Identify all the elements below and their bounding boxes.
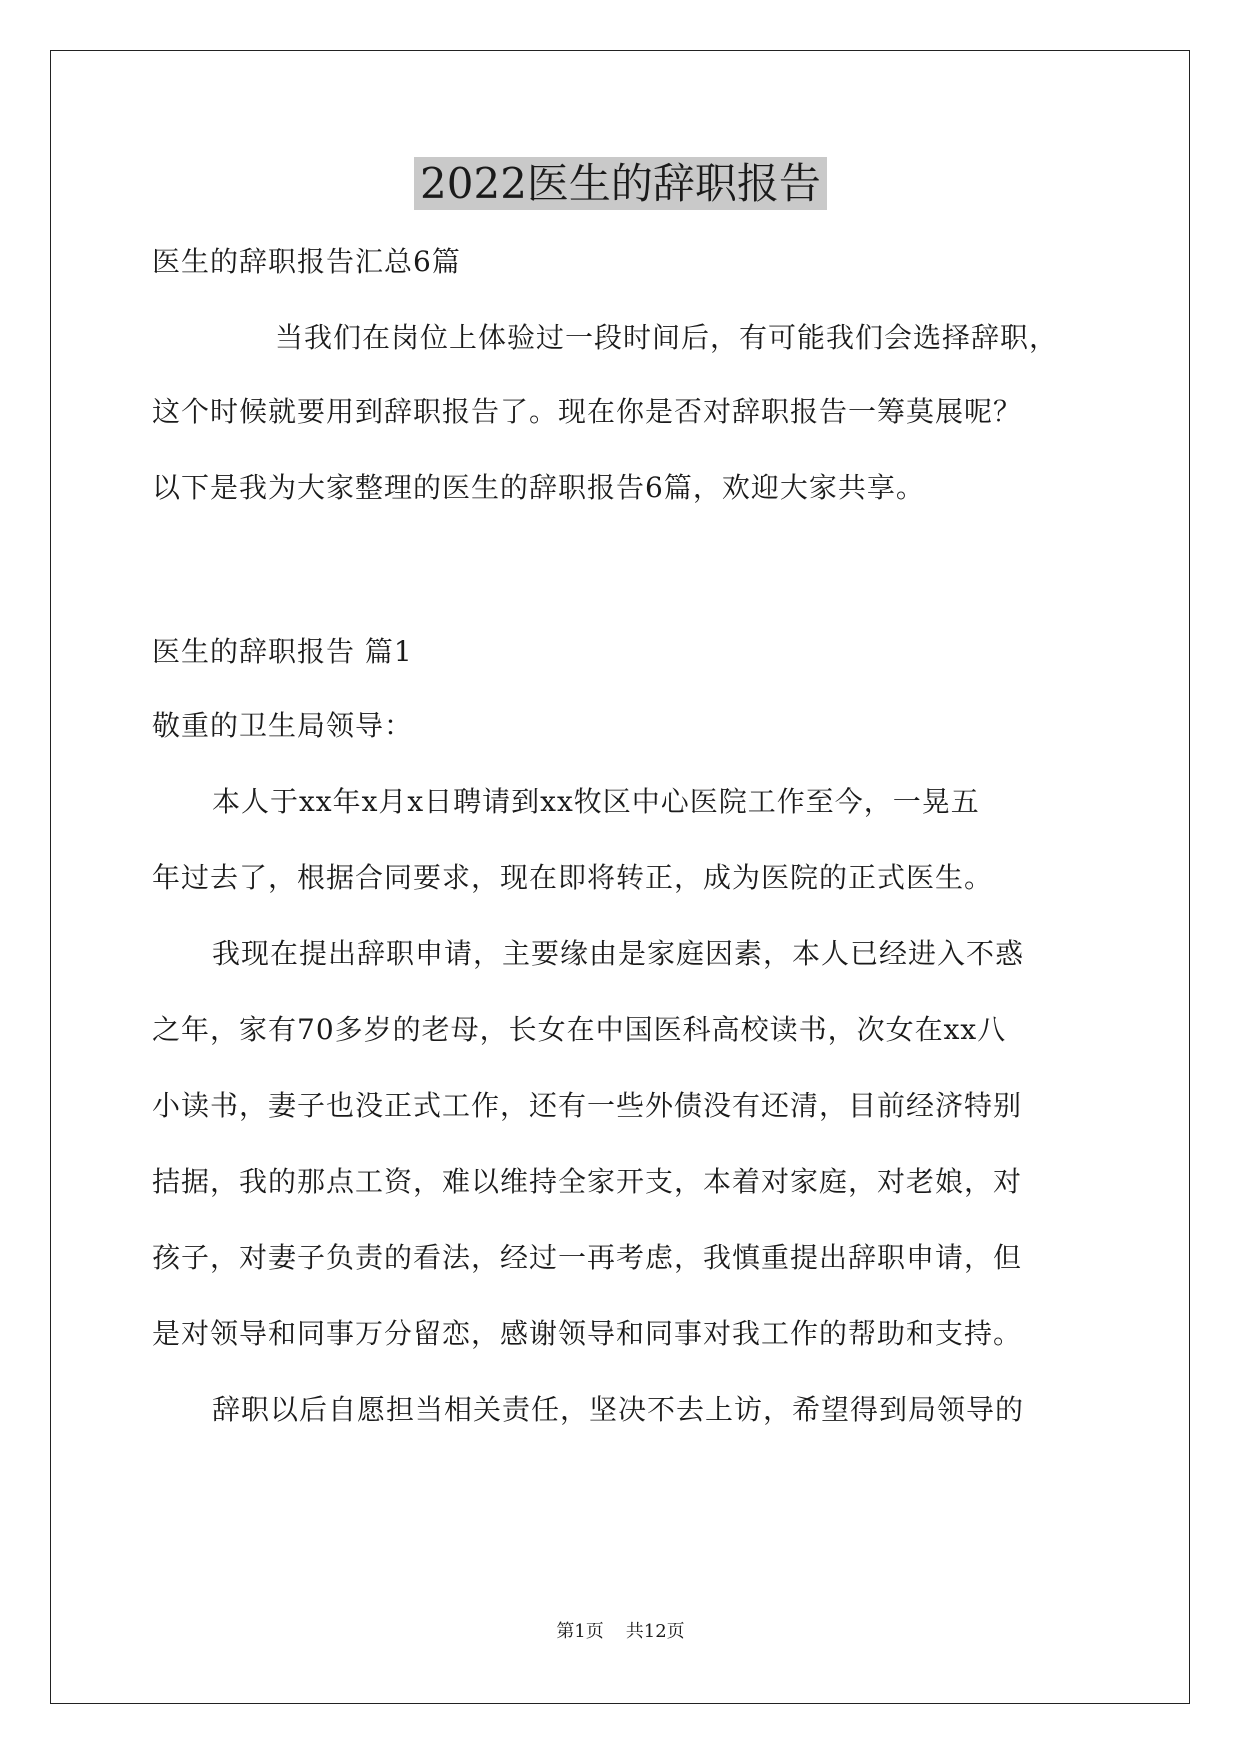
document-title-text: 2022医生的辞职报告: [414, 157, 827, 210]
body-line-7: 孩子，对妻子负责的看法，经过一再考虑，我慎重提出辞职申请，但: [152, 1241, 1023, 1274]
body-line-9: 辞职以后自愿担当相关责任，坚决不去上访，希望得到局领导的: [212, 1393, 1025, 1426]
page-number: 第1页: [556, 1621, 604, 1642]
body-line-8: 是对领导和同事万分留恋，感谢领导和同事对我工作的帮助和支持。: [152, 1317, 1023, 1350]
body-line-3: 我现在提出辞职申请，主要缘由是家庭因素，本人已经进入不惑: [212, 937, 1025, 970]
salutation: 敬重的卫生局领导：: [152, 709, 414, 742]
section-heading: 医生的辞职报告 篇1: [152, 635, 413, 668]
body-line-6: 拮据，我的那点工资，难以维持全家开支，本着对家庭，对老娘，对: [152, 1165, 1023, 1198]
body-line-1: 本人于xx年x月x日聘请到xx牧区中心医院工作至今，一晃五: [212, 785, 980, 818]
subtitle-line: 医生的辞职报告汇总6篇: [152, 245, 461, 278]
page-footer: [0, 1620, 1241, 1644]
body-line-5: 小读书，妻子也没正式工作，还有一些外债没有还清，目前经济特别: [152, 1089, 1023, 1122]
intro-line-2: 这个时候就要用到辞职报告了。现在你是否对辞职报告一筹莫展呢？: [152, 395, 1023, 428]
body-line-2: 年过去了，根据合同要求，现在即将转正，成为医院的正式医生。: [152, 861, 994, 894]
body-line-4: 之年，家有70多岁的老母，长女在中国医科高校读书，次女在xx八: [152, 1013, 1007, 1046]
document-title: [0, 154, 1241, 214]
intro-line-3: 以下是我为大家整理的医生的辞职报告6篇，欢迎大家共享。: [152, 471, 925, 504]
intro-line-1: 当我们在岗位上体验过一段时间后，有可能我们会选择辞职，: [275, 321, 1059, 354]
page-total: 共12页: [625, 1621, 685, 1642]
